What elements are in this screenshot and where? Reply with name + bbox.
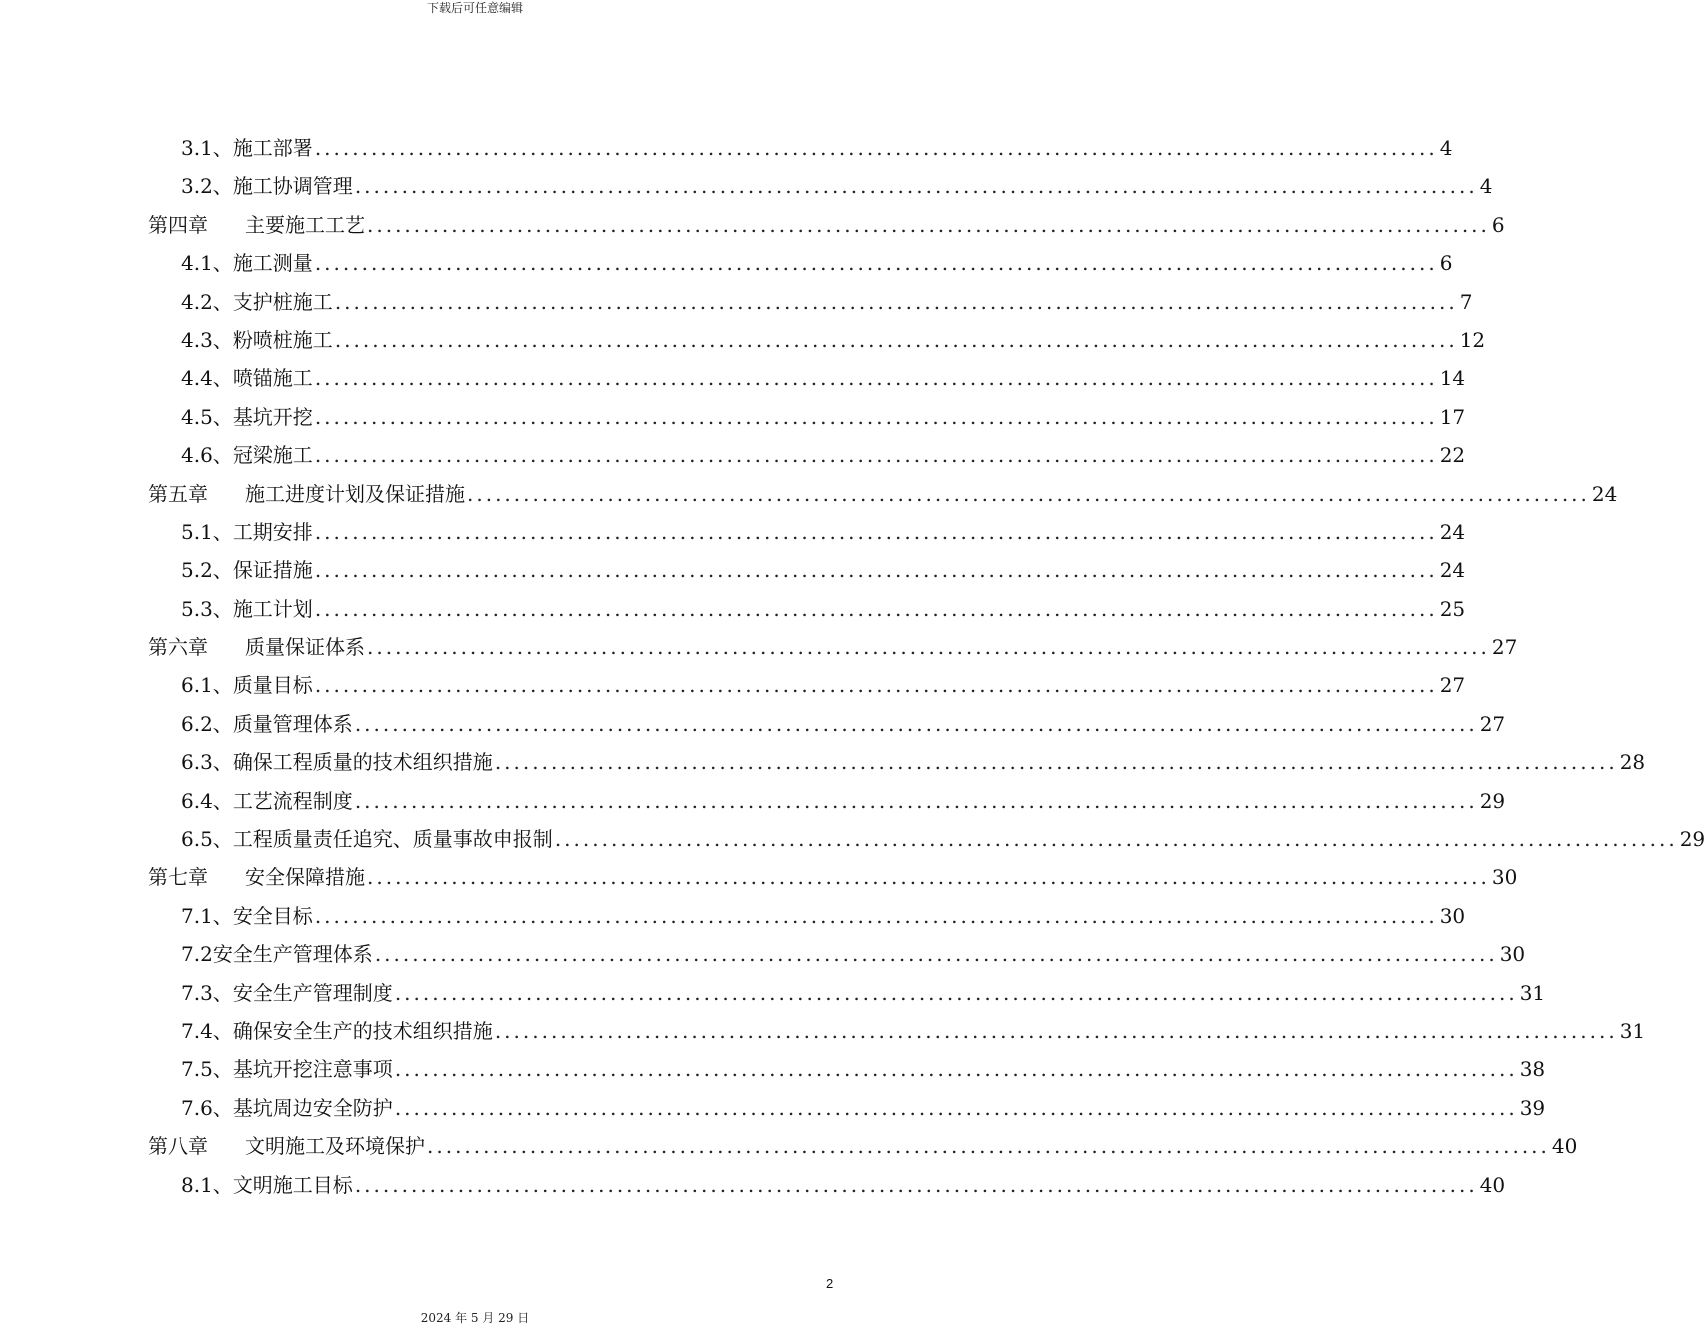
- toc-section-entry[interactable]: [148, 244, 1453, 282]
- toc-dot-leader: ........................................................................................................................: [314, 443, 1438, 468]
- toc-entry-number: 4.3、: [181, 327, 233, 352]
- toc-entry-number: 5.1、: [181, 519, 233, 544]
- toc-entry-page: 24: [1439, 519, 1466, 544]
- toc-entry-title: 施工计划: [232, 596, 313, 621]
- toc-entry-title: 文明施工及环境保护: [245, 1134, 425, 1159]
- toc-entry-title: 工期安排: [232, 519, 313, 544]
- toc-chapter-entry[interactable]: [148, 1127, 1578, 1165]
- toc-entry-page: 29: [1479, 788, 1506, 813]
- toc-entry-number: 7.2: [181, 942, 213, 967]
- toc-dot-leader: ........................................................................................................................: [494, 1018, 1618, 1043]
- toc-chapter-entry[interactable]: [148, 475, 1618, 513]
- toc-chapter-entry[interactable]: [148, 858, 1518, 896]
- toc-entry-page: 30: [1439, 903, 1466, 928]
- toc-entry-title: 安全目标: [232, 903, 313, 928]
- toc-dot-leader: ........................................................................................................................: [354, 711, 1478, 736]
- toc-section-entry[interactable]: [148, 1012, 1646, 1050]
- toc-dot-leader: ........................................................................................................................: [334, 289, 1458, 314]
- toc-section-entry[interactable]: [148, 666, 1466, 704]
- toc-entry-title: 文明施工目标: [232, 1172, 353, 1197]
- toc-entry-page: 6: [1491, 212, 1505, 237]
- toc-dot-leader: ........................................................................................................................: [334, 327, 1458, 352]
- toc-entry-title: 质量目标: [232, 673, 313, 698]
- toc-dot-leader: ........................................................................................................................: [394, 1057, 1518, 1082]
- toc-chapter-entry[interactable]: [148, 206, 1505, 244]
- toc-entry-page: 14: [1439, 366, 1466, 391]
- toc-entry-page: 27: [1479, 711, 1506, 736]
- toc-section-entry[interactable]: [148, 590, 1466, 628]
- toc-section-entry[interactable]: [148, 705, 1506, 743]
- toc-entry-page: 31: [1519, 980, 1546, 1005]
- toc-section-entry[interactable]: [148, 283, 1473, 321]
- toc-entry-page: 4: [1479, 174, 1493, 199]
- toc-section-entry[interactable]: [148, 897, 1466, 935]
- toc-dot-leader: ........................................................................................................................: [314, 903, 1438, 928]
- toc-entry-page: 39: [1519, 1095, 1546, 1120]
- toc-entry-number: 3.1、: [181, 136, 233, 160]
- toc-entry-page: 4: [1439, 136, 1453, 160]
- toc-entry-title: 安全生产管理体系: [212, 942, 373, 967]
- toc-entry-page: 6: [1439, 251, 1453, 276]
- toc-entry-number: 第五章: [148, 481, 208, 506]
- toc-entry-page: 7: [1459, 289, 1473, 314]
- toc-entry-number: 6.4、: [181, 788, 233, 813]
- toc-dot-leader: ........................................................................................................................: [314, 673, 1438, 698]
- toc-entry-number: 5.3、: [181, 596, 233, 621]
- toc-entry-title: 安全保障措施: [245, 865, 365, 890]
- toc-section-entry[interactable]: [148, 129, 1453, 167]
- toc-dot-leader: ........................................................................................................................: [314, 251, 1438, 276]
- toc-entry-number: 6.3、: [181, 750, 233, 775]
- toc-entry-number: 4.4、: [181, 366, 233, 391]
- toc-entry-title: 工艺流程制度: [232, 788, 353, 813]
- toc-entry-title: 喷锚施工: [232, 366, 313, 391]
- toc-entry-page: 29: [1679, 827, 1705, 852]
- toc-dot-leader: ........................................................................................................................: [314, 519, 1438, 544]
- toc-entry-title: 安全生产管理制度: [232, 980, 393, 1005]
- toc-entry-number: 4.6、: [181, 443, 233, 468]
- toc-dot-leader: ........................................................................................................................: [314, 366, 1438, 391]
- toc-entry-title: 基坑周边安全防护: [232, 1095, 393, 1120]
- toc-section-entry[interactable]: [148, 1166, 1506, 1204]
- toc-dot-leader: ........................................................................................................................: [314, 136, 1438, 160]
- toc-entry-page: 31: [1619, 1018, 1646, 1043]
- toc-entry-page: 24: [1591, 481, 1618, 506]
- toc-entry-page: 40: [1551, 1134, 1578, 1159]
- toc-entry-number: 7.3、: [181, 980, 233, 1005]
- toc-entry-number: 7.6、: [181, 1095, 233, 1120]
- page-number: 2: [826, 1276, 834, 1291]
- toc-section-entry[interactable]: [148, 935, 1526, 973]
- toc-section-entry[interactable]: [148, 321, 1486, 359]
- toc-dot-leader: ........................................................................................................................: [374, 942, 1498, 967]
- toc-dot-leader: ........................................................................................................................: [314, 558, 1438, 583]
- toc-entry-page: 30: [1491, 865, 1518, 890]
- toc-entry-title: 主要施工工艺: [245, 212, 365, 237]
- toc-entry-number: 5.2、: [181, 558, 233, 583]
- toc-dot-leader: ........................................................................................................................: [367, 635, 1490, 660]
- toc-section-entry[interactable]: [148, 743, 1646, 781]
- toc-entry-number: 第八章: [148, 1134, 208, 1159]
- toc-entry-page: 28: [1619, 750, 1646, 775]
- toc-chapter-entry[interactable]: [148, 628, 1518, 666]
- toc-entry-number: 4.1、: [181, 251, 233, 276]
- toc-entry-title: 质量管理体系: [232, 711, 353, 736]
- toc-dot-leader: ........................................................................................................................: [394, 1095, 1518, 1120]
- toc-entry-title: 质量保证体系: [245, 635, 365, 660]
- toc-entry-number: 6.2、: [181, 711, 233, 736]
- toc-section-entry[interactable]: [148, 974, 1546, 1012]
- toc-entry-number: 4.5、: [181, 404, 233, 429]
- table-of-contents: [148, 129, 1705, 1204]
- toc-dot-leader: ........................................................................................................................: [354, 788, 1478, 813]
- toc-dot-leader: ........................................................................................................................: [367, 865, 1490, 890]
- toc-section-entry[interactable]: [148, 398, 1466, 436]
- page-footer-date: 2024 年 5 月 29 日: [420, 1311, 530, 1325]
- toc-entry-page: 22: [1439, 443, 1466, 468]
- toc-section-entry[interactable]: [148, 436, 1466, 474]
- toc-dot-leader: ........................................................................................................................: [354, 174, 1478, 199]
- toc-entry-title: 施工进度计划及保证措施: [245, 481, 465, 506]
- toc-section-entry[interactable]: [148, 513, 1466, 551]
- toc-entry-title: 基坑开挖注意事项: [232, 1057, 393, 1082]
- toc-entry-page: 27: [1491, 635, 1518, 660]
- toc-entry-page: 24: [1439, 558, 1466, 583]
- toc-dot-leader: ........................................................................................................................: [314, 404, 1438, 429]
- toc-entry-number: 第七章: [148, 865, 208, 890]
- toc-entry-number: 第六章: [148, 635, 208, 660]
- toc-entry-title: 施工协调管理: [232, 174, 353, 199]
- toc-entry-title: 工程质量责任追究、质量事故申报制: [232, 827, 553, 852]
- toc-dot-leader: ........................................................................................................................: [367, 212, 1490, 237]
- toc-dot-leader: ........................................................................................................................: [494, 750, 1618, 775]
- toc-entry-title: 施工部署: [232, 136, 313, 160]
- toc-entry-number: 7.4、: [181, 1018, 233, 1043]
- toc-entry-title: 粉喷桩施工: [232, 327, 333, 352]
- toc-entry-page: 12: [1459, 327, 1486, 352]
- toc-entry-title: 冠梁施工: [232, 443, 313, 468]
- toc-entry-title: 施工测量: [232, 251, 313, 276]
- toc-entry-number: 7.1、: [181, 903, 233, 928]
- toc-entry-number: 8.1、: [181, 1172, 233, 1197]
- toc-entry-title: 支护桩施工: [232, 289, 333, 314]
- toc-section-entry[interactable]: [148, 1050, 1546, 1088]
- toc-entry-number: 3.2、: [181, 174, 233, 199]
- toc-entry-page: 27: [1439, 673, 1466, 698]
- toc-entry-page: 40: [1479, 1172, 1506, 1197]
- toc-entry-page: 25: [1439, 596, 1466, 621]
- toc-section-entry[interactable]: [148, 820, 1705, 858]
- toc-section-entry[interactable]: [148, 551, 1466, 589]
- toc-entry-title: 确保安全生产的技术组织措施: [232, 1018, 493, 1043]
- toc-section-entry[interactable]: [148, 782, 1506, 820]
- toc-dot-leader: ........................................................................................................................: [314, 596, 1438, 621]
- toc-entry-title: 基坑开挖: [232, 404, 313, 429]
- toc-entry-number: 7.5、: [181, 1057, 233, 1082]
- toc-dot-leader: ........................................................................................................................: [394, 980, 1518, 1005]
- toc-section-entry[interactable]: [148, 167, 1493, 205]
- toc-entry-title: 确保工程质量的技术组织措施: [232, 750, 493, 775]
- toc-section-entry[interactable]: [148, 1089, 1546, 1127]
- toc-entry-number: 第四章: [148, 212, 208, 237]
- toc-entry-number: 6.5、: [181, 827, 233, 852]
- toc-entry-page: 30: [1499, 942, 1526, 967]
- toc-entry-number: 6.1、: [181, 673, 233, 698]
- toc-dot-leader: ........................................................................................................................: [467, 481, 1590, 506]
- toc-dot-leader: ........................................................................................................................: [427, 1134, 1550, 1159]
- toc-entry-title: 保证措施: [232, 558, 313, 583]
- toc-entry-page: 38: [1519, 1057, 1546, 1082]
- toc-dot-leader: ........................................................................................................................: [354, 1172, 1478, 1197]
- toc-entry-page: 17: [1439, 404, 1466, 429]
- toc-entry-number: 4.2、: [181, 289, 233, 314]
- toc-dot-leader: ........................................................................................................................: [554, 827, 1678, 852]
- toc-section-entry[interactable]: [148, 359, 1466, 397]
- page-header: 下载后可任意编辑: [426, 1, 523, 15]
